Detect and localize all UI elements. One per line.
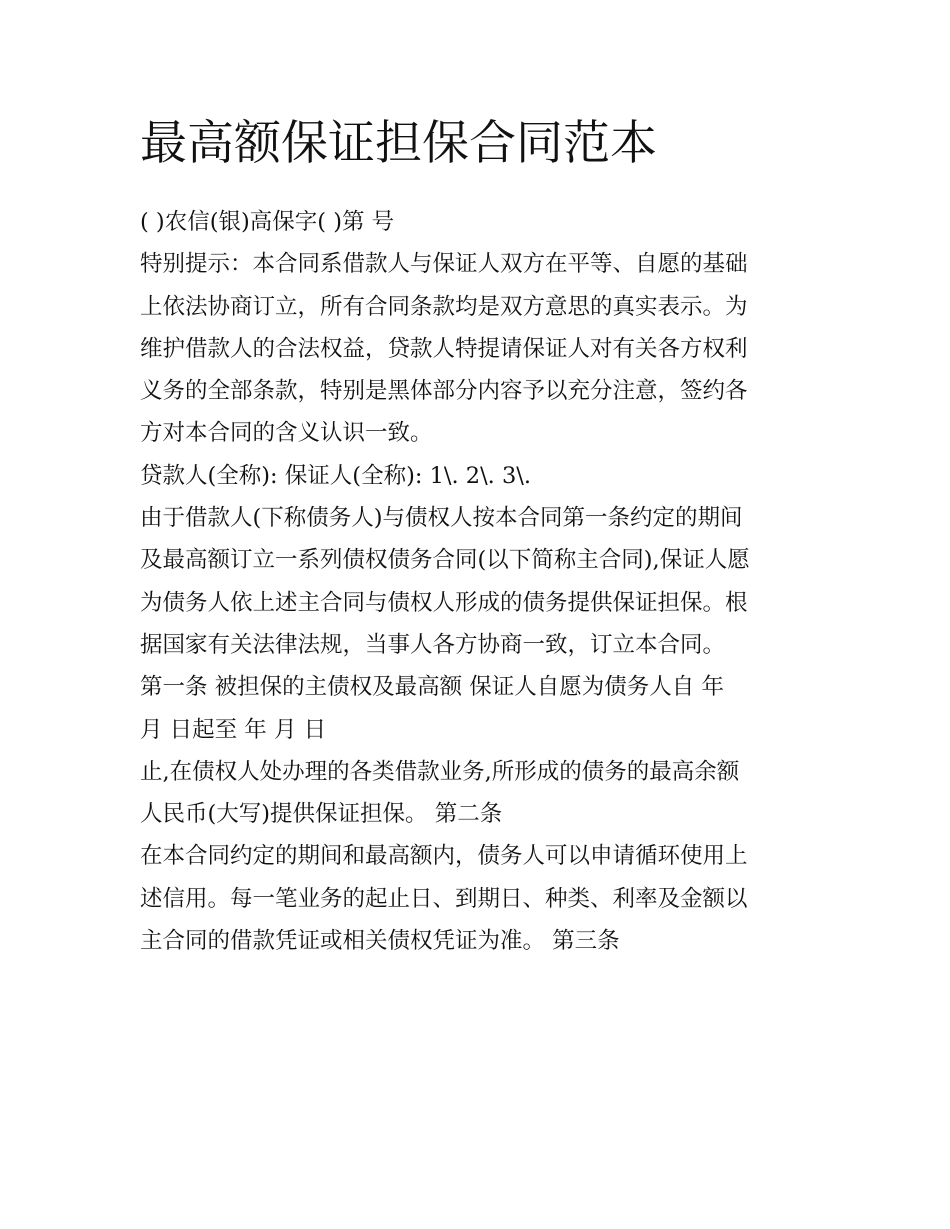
body-line: 方对本合同的含义认识一致。 bbox=[140, 420, 433, 447]
document-body bbox=[140, 201, 815, 962]
document-title: 最高额保证担保合同范本 bbox=[140, 116, 657, 171]
parties-line: 贷款人(全称): 保证人(全称): 1\. 2\. 3\. bbox=[140, 462, 532, 489]
article-line: 第一条 被担保的主债权及最高额 保证人自愿为债务人自 年 bbox=[140, 674, 724, 701]
body-line: 在本合同约定的期间和最高额内，债务人可以申请循环使用上 bbox=[140, 843, 748, 870]
article-line: 人民币(大写)提供保证担保。 第二条 bbox=[140, 801, 503, 828]
body-line: 特别提示：本合同系借款人与保证人双方在平等、自愿的基础 bbox=[140, 251, 748, 278]
body-line: 上依法协商订立，所有合同条款均是双方意思的真实表示。为 bbox=[140, 293, 748, 320]
body-line: 止,在债权人处办理的各类借款业务,所形成的债务的最高余额 bbox=[140, 758, 740, 785]
body-line: 维护借款人的合法权益，贷款人特提请保证人对有关各方权利 bbox=[140, 335, 748, 362]
body-line: 月 日起至 年 月 日 bbox=[140, 716, 327, 743]
reference-number-line: ( )农信(银)高保字( )第 号 bbox=[140, 209, 395, 235]
body-line: 及最高额订立一系列债权债务合同(以下简称主合同),保证人愿 bbox=[140, 547, 750, 574]
body-line: 据国家有关法律法规，当事人各方协商一致，订立本合同。 bbox=[140, 631, 726, 658]
body-line: 义务的全部条款，特别是黑体部分内容予以充分注意，签约各 bbox=[140, 378, 748, 405]
body-line: 为债务人依上述主合同与债权人形成的债务提供保证担保。根 bbox=[140, 589, 748, 616]
article-line: 主合同的借款凭证或相关债权凭证为准。 第三条 bbox=[140, 928, 620, 955]
body-line: 由于借款人(下称债务人)与债权人按本合同第一条约定的期间 bbox=[140, 505, 743, 532]
body-line: 述信用。每一笔业务的起止日、到期日、种类、利率及金额以 bbox=[140, 885, 748, 912]
